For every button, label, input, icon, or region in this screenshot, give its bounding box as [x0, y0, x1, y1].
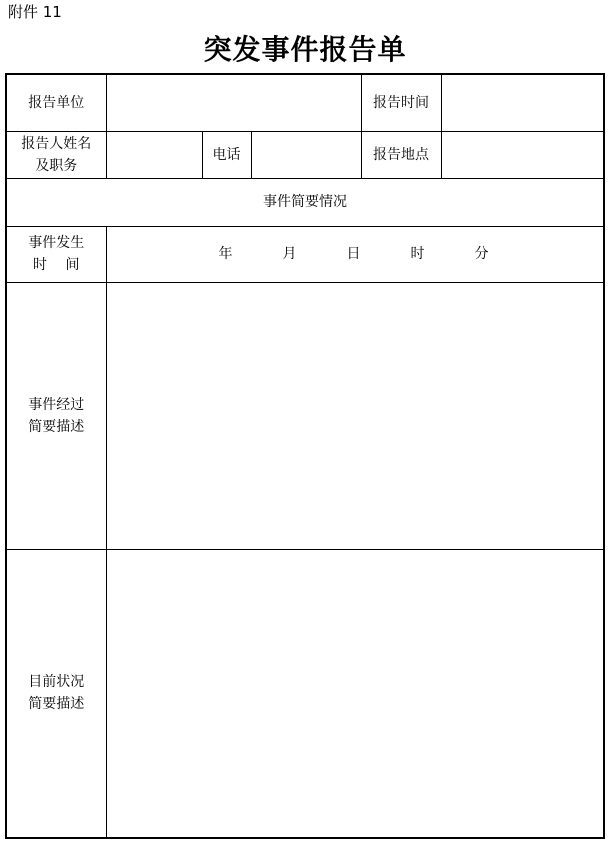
day-unit: 日 [346, 246, 361, 262]
minute-unit: 分 [474, 246, 489, 262]
current-status-label [6, 549, 106, 838]
occurrence-time-field[interactable] [106, 226, 604, 282]
phone-field[interactable] [251, 131, 361, 178]
report-location-label: 报告地点 [361, 131, 441, 178]
month-unit: 月 [282, 246, 297, 262]
process-description-field[interactable] [106, 282, 604, 549]
time-units [109, 243, 602, 265]
current-label-line2: 简要描述 [28, 696, 85, 713]
process-label-line2: 简要描述 [28, 418, 85, 435]
summary-section-label: 事件简要情况 [6, 178, 604, 226]
report-unit-field[interactable] [106, 74, 361, 131]
reporter-name-title-label [6, 131, 106, 178]
process-label-line1: 事件经过 [28, 396, 85, 413]
reporter-label-line2: 及职务 [35, 157, 78, 174]
attachment-label: 附件 11 [8, 3, 62, 21]
report-location-field[interactable] [441, 131, 604, 178]
report-time-field[interactable] [441, 74, 604, 131]
report-unit-label: 报告单位 [6, 74, 106, 131]
year-unit: 年 [218, 246, 233, 262]
reporter-name-field[interactable] [106, 131, 202, 178]
hour-unit: 时 [410, 246, 425, 262]
current-status-field[interactable] [106, 549, 604, 838]
page-title: 突发事件报告单 [203, 33, 407, 66]
process-description-label [6, 282, 106, 549]
occurrence-time-label-line2: 时 间 [33, 257, 80, 273]
occurrence-time-label-line1: 事件发生 [28, 235, 85, 251]
current-label-line1: 目前状况 [28, 674, 85, 691]
occurrence-time-label [6, 226, 106, 282]
phone-label: 电话 [202, 131, 251, 178]
incident-report-form [5, 73, 605, 839]
report-time-label: 报告时间 [361, 74, 441, 131]
reporter-label-line1: 报告人姓名 [21, 135, 92, 152]
